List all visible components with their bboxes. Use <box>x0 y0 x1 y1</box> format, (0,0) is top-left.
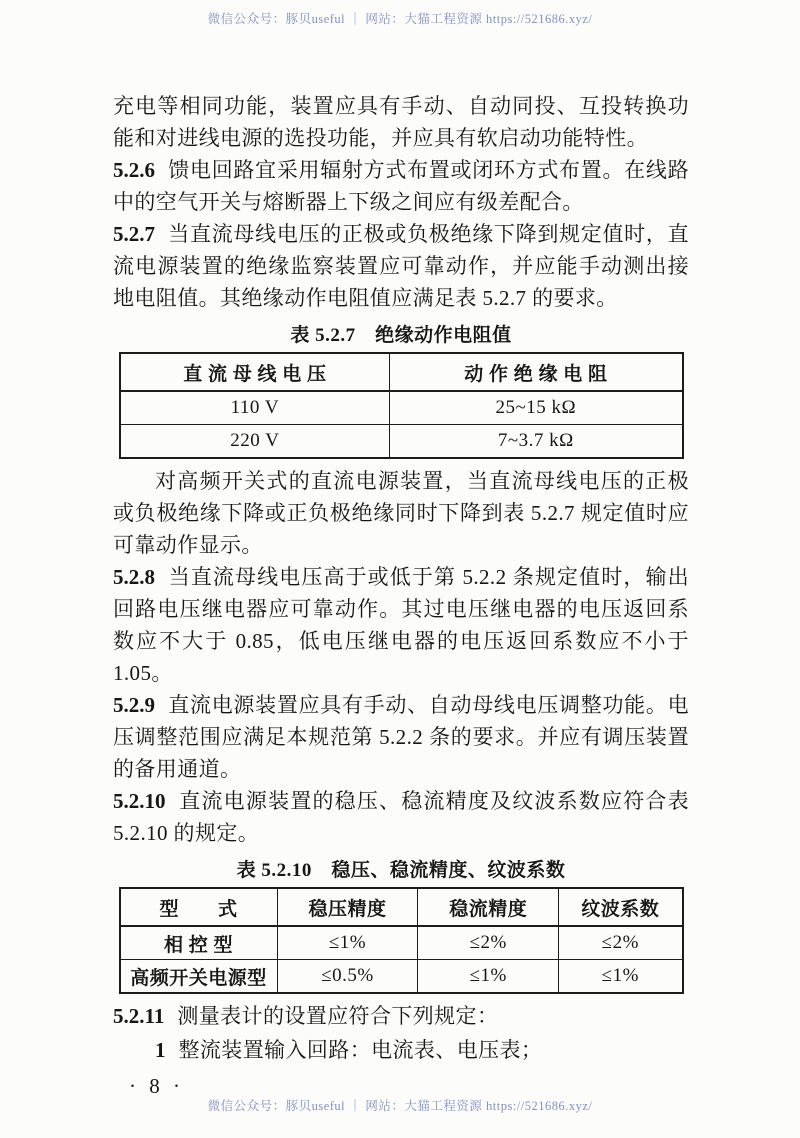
page-content <box>113 90 689 1099</box>
section-text: 当直流母线电压的正极或负极绝缘下降到规定值时，直流电源装置的绝缘监察装置应可靠动作，并应能手动测出接地电阻值。其绝缘动作电阻值应满足表 5.2.7 的要求。 <box>113 222 689 310</box>
table-cell: ≤1% <box>277 926 418 960</box>
list-item-1 <box>113 1034 689 1066</box>
table-5-2-7 <box>119 352 684 459</box>
table-cell: 相 控 型 <box>120 926 278 960</box>
section-5-2-8 <box>113 561 689 689</box>
section-text: 测量表计的设置应符合下列规定： <box>177 1004 499 1028</box>
column-header: 稳压精度 <box>277 888 418 926</box>
section-text: 对高频开关式的直流电源装置，当直流母线电压的正极或负极绝缘下降或正负极绝缘同时下降到表 5.2.7 规定值时应可靠动作显示。 <box>113 469 689 557</box>
page-number: · 8 · <box>129 1074 184 1098</box>
table-cell: 220 V <box>120 425 390 459</box>
section-text: 当直流母线电压高于或低于第 5.2.2 条规定值时，输出回路电压继电器应可靠动作。其过电压继电器的电压返回系数应不大于 0.85，低电压继电器的电压返回系数应不小于 1.05。 <box>113 565 689 685</box>
section-text: 直流电源装置应具有手动、自动母线电压调整功能。电压调整范围应满足本规范第 5.2.2 条的要求。并应有调压装置的备用通道。 <box>113 693 689 781</box>
section-number: 5.2.6 <box>113 158 155 182</box>
section-text: 充电等相同功能，装置应具有手动、自动同投、互投转换功能和对进线电源的选投功能，并应具有软启动功能特性。 <box>113 94 689 150</box>
list-item-text: 整流装置输入回路：电流表、电压表； <box>178 1038 543 1062</box>
list-item-number: 1 <box>155 1038 166 1062</box>
table-cell: 110 V <box>120 391 390 425</box>
table-header-row <box>120 888 683 926</box>
watermark-footer: 微信公众号：豚贝useful ｜ 网站：大猫工程资源 https://521686.xyz/ <box>207 1099 593 1113</box>
table-cell: ≤1% <box>418 960 559 994</box>
table-5-2-10-title: 表 5.2.10 稳压、稳流精度、纹波系数 <box>236 860 566 881</box>
table-cell: ≤1% <box>559 960 683 994</box>
table-cell: 25~15 kΩ <box>390 391 683 425</box>
section-5-2-11 <box>113 1000 689 1032</box>
column-header: 动 作 绝 缘 电 阻 <box>390 353 683 391</box>
table-5-2-7-title: 表 5.2.7 绝缘动作电阻值 <box>290 325 512 346</box>
table-cell: 高频开关电源型 <box>120 960 278 994</box>
column-header: 直 流 母 线 电 压 <box>120 353 390 391</box>
table-cell: 7~3.7 kΩ <box>390 425 683 459</box>
section-5-2-9 <box>113 689 689 785</box>
table-header-row <box>120 353 683 391</box>
table-row <box>120 425 683 459</box>
section-5-2-10 <box>113 785 689 849</box>
section-number: 5.2.7 <box>113 222 155 246</box>
paragraph-continuation <box>113 90 689 154</box>
section-text: 直流电源装置的稳压、稳流精度及纹波系数应符合表 5.2.10 的规定。 <box>113 789 689 845</box>
section-number: 5.2.10 <box>113 789 166 813</box>
section-number: 5.2.9 <box>113 693 155 717</box>
table-row <box>120 960 683 994</box>
section-5-2-7 <box>113 218 689 314</box>
section-number: 5.2.8 <box>113 565 155 589</box>
column-header: 稳流精度 <box>418 888 559 926</box>
table-cell: ≤2% <box>418 926 559 960</box>
table-row <box>120 391 683 425</box>
table-cell: ≤2% <box>559 926 683 960</box>
watermark-header: 微信公众号：豚贝useful ｜ 网站：大猫工程资源 https://521686.xyz/ <box>207 12 593 26</box>
section-number: 5.2.11 <box>113 1004 165 1028</box>
section-5-2-6 <box>113 154 689 218</box>
paragraph-hf-switch <box>113 465 689 561</box>
table-cell: ≤0.5% <box>277 960 418 994</box>
column-header: 纹波系数 <box>559 888 683 926</box>
section-text: 馈电回路宜采用辐射方式布置或闭环方式布置。在线路中的空气开关与熔断器上下级之间应有级差配合。 <box>113 158 689 214</box>
table-row <box>120 926 683 960</box>
column-header: 型 式 <box>120 888 278 926</box>
table-5-2-10 <box>119 887 684 994</box>
